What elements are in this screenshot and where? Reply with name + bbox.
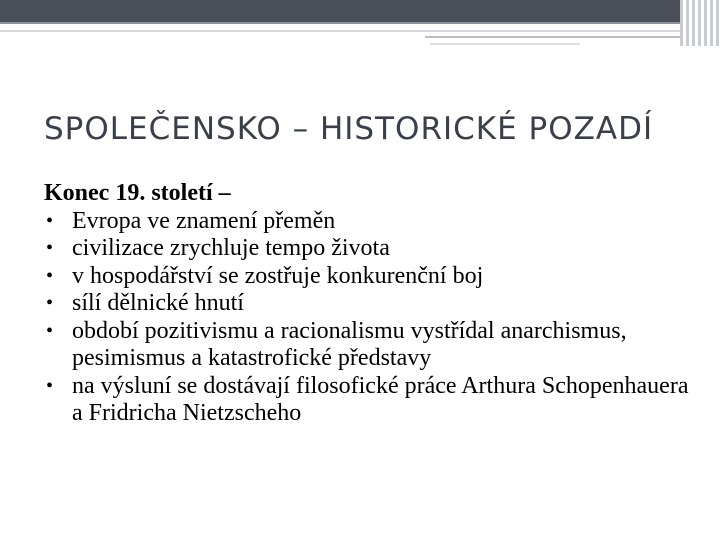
bullet-list (44, 208, 694, 428)
slide-title: SPOLEČENSKO – HISTORICKÉ POZADÍ (44, 111, 654, 147)
bullet-text: na výsluní se dostávají filosofické práce Arthura Schopenhauera a Fridricha Nietzscheho (72, 372, 689, 426)
bullet-icon: • (46, 292, 54, 314)
bullet-text: sílí dělnické hnutí (72, 290, 244, 316)
bullet-text: civilizace zrychluje tempo života (72, 235, 390, 261)
decor-line (0, 22, 680, 24)
bullet-icon: • (46, 374, 54, 397)
slide-content (44, 180, 694, 428)
list-item (44, 373, 694, 428)
bullet-text: v hospodářství se zostřuje konkurenční boj (72, 262, 484, 289)
top-bar (0, 0, 720, 22)
bullet-text: období pozitivismu a racionalismu vystřídal anarchismus, pesimismus a katastrofické představy (72, 317, 627, 371)
list-item (44, 263, 694, 291)
content-heading: Konec 19. století – (44, 180, 231, 206)
bullet-icon: • (46, 319, 54, 342)
bullet-text: Evropa ve znamení přeměn (72, 207, 336, 234)
bullet-icon: • (46, 264, 54, 287)
bullet-icon: • (46, 237, 54, 259)
corner-stripes (680, 0, 720, 46)
list-item (44, 208, 694, 236)
decor-line (0, 30, 680, 32)
decor-line (430, 43, 580, 45)
list-item (44, 290, 694, 318)
bullet-icon: • (46, 209, 54, 232)
decor-line (425, 36, 680, 38)
list-item (44, 235, 694, 263)
list-item (44, 318, 694, 373)
